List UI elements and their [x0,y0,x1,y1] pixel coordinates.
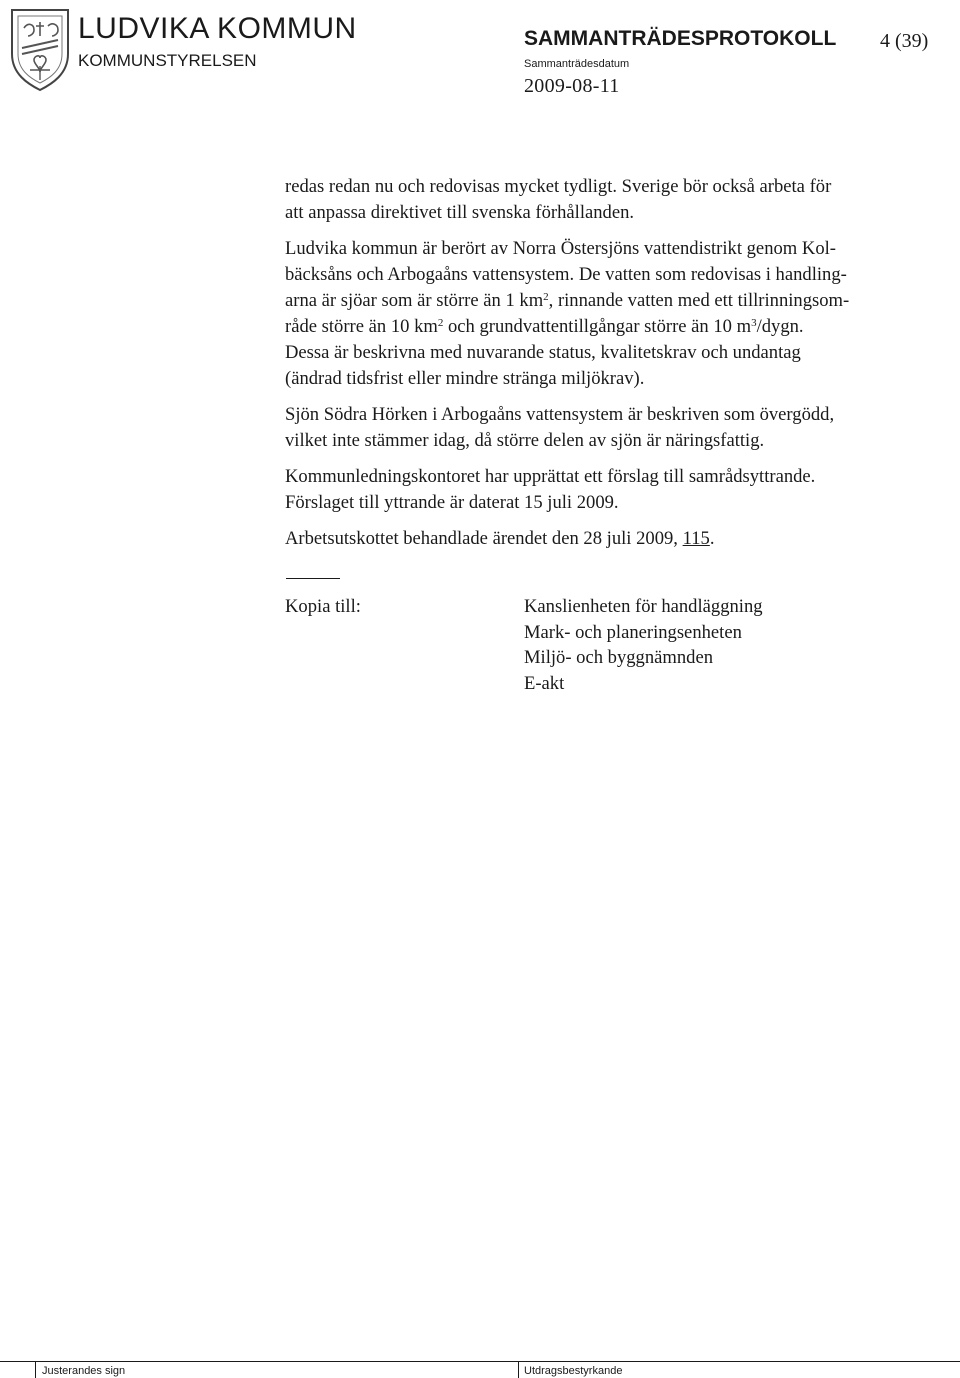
text-line: arna är sjöar som är större än 1 $km^2$, rinnande vatten med ett tillrinningsom- [285,290,850,311]
org-name: LUDVIKA KOMMUN [78,12,357,45]
paragraph-5 [285,526,935,552]
protocol-body [285,174,935,552]
paragraph-3 [285,402,935,454]
text-line: Kommunledningskontoret har upprättat ett förslag till samrådsyttrande. [285,466,816,487]
list-item: Miljö- och byggnämnden [524,647,714,668]
text-line: Sjön Södra Hörken i Arbogaåns vattensystem är beskriven som övergödd, [285,404,835,425]
text-line: (ändrad tidsfrist eller mindre stränga miljökrav). [285,368,645,389]
org-unit: KOMMUNSTYRELSEN [78,51,257,70]
separator-rule [286,578,340,579]
doc-title: SAMMANTRÄDESPROTOKOLL [524,27,837,50]
date-label: Sammanträdesdatum [524,58,630,70]
text-line: vilket inte stämmer idag, då större delen av sjön är näringsfattig. [285,430,765,451]
paragraph-ref: 115 [682,528,710,549]
text-line: bäcksåns och Arbogaåns vattensystem. De vatten som redovisas i handling- [285,264,847,285]
footer-signature-label: Justerandes sign [42,1365,126,1377]
footer-rule [0,1361,960,1362]
text-line: Arbetsutskottet behandlade ärendet den 28 juli 2009, 115. [285,528,715,549]
footer-extract-label: Utdragsbestyrkande [524,1365,623,1377]
list-item: E-akt [524,672,565,694]
text-line: råde större än 10 $km^2$ och grundvattentillgångar större än 10 $m^3$/dygn. [285,316,804,337]
text-line: redas redan nu och redovisas mycket tydligt. Sverige bör också arbeta för [285,176,832,197]
paragraph-2 [285,236,935,392]
text-line: Förslaget till yttrande är daterat 15 juli 2009. [285,492,619,513]
text-line: att anpassa direktivet till svenska förhållanden. [285,202,635,223]
text-line: Dessa är beskrivna med nuvarande status, kvalitetskrav och undantag [285,342,801,363]
text-line: Ludvika kommun är berört av Norra Östersjöns vattendistrikt genom Kol- [285,238,836,259]
paragraph-1 [285,174,935,226]
footer-divider [518,1361,519,1378]
footer-divider [35,1361,36,1378]
municipal-crest-icon [4,6,76,92]
list-item: Kanslienheten för handläggning [524,596,763,617]
list-item: Mark- och planeringsenheten [524,621,742,643]
meeting-date: 2009-08-11 [524,75,620,97]
copy-recipients [524,594,763,696]
copy-label: Kopia till: [285,596,361,617]
page-number: 4 (39) [880,30,929,52]
paragraph-4 [285,464,935,516]
